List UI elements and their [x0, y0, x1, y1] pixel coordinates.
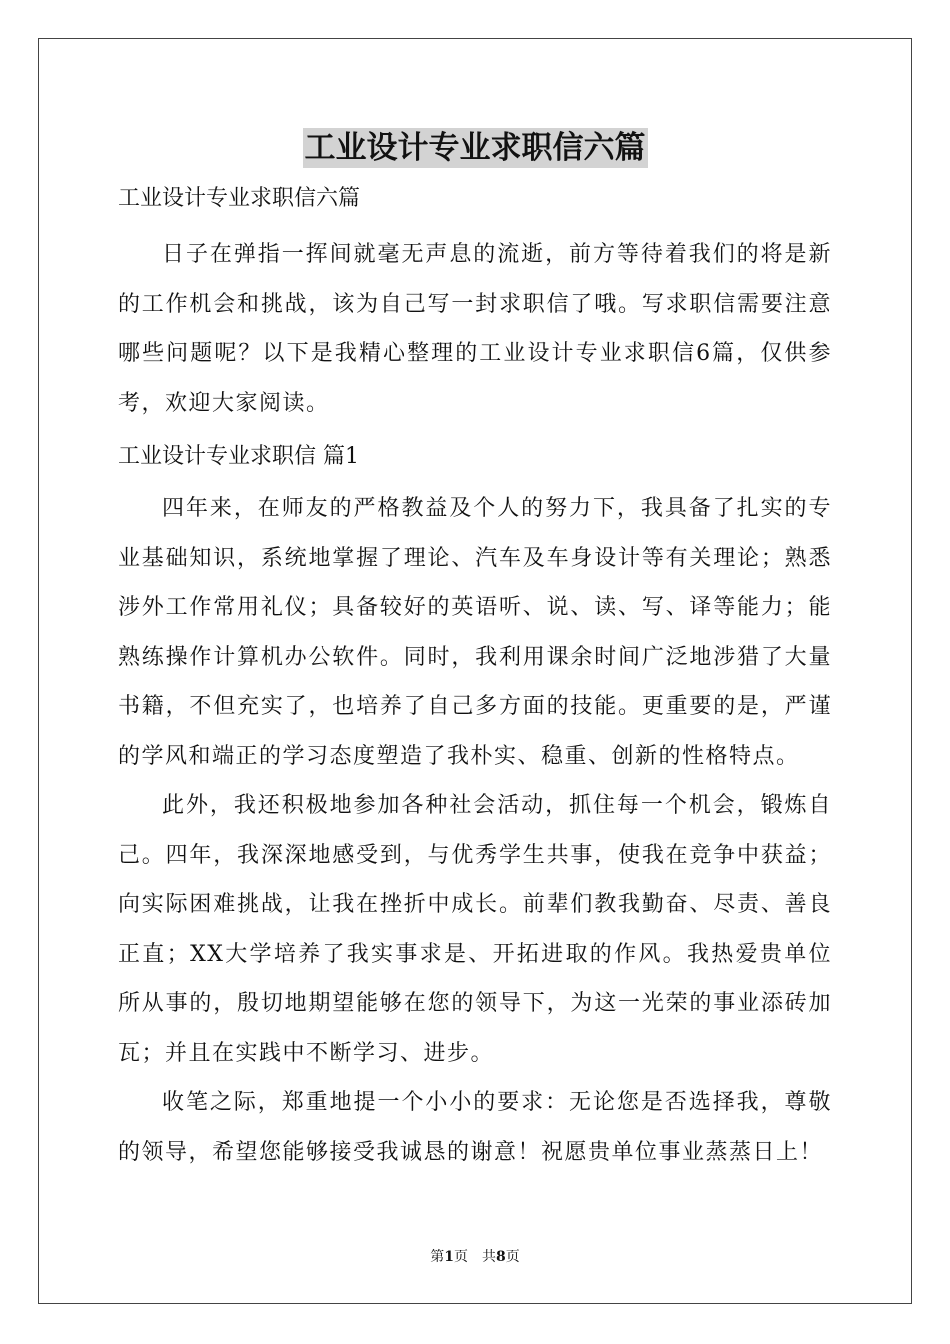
page-total: 8 — [496, 1249, 506, 1265]
document-body — [118, 180, 832, 1177]
document-title: 工业设计专业求职信六篇 — [304, 130, 646, 166]
page-current: 1 — [444, 1249, 454, 1265]
body-paragraph-3: 收笔之际，郑重地提一个小小的要求：无论您是否选择我，尊敬的领导，希望您能够接受我诚恳的谢意！祝愿贵单位事业蒸蒸日上！ — [118, 1090, 832, 1165]
page-footer — [0, 1248, 950, 1266]
page-suffix: 页 — [454, 1249, 468, 1265]
title-wrap — [0, 128, 950, 168]
body-paragraph-1: 四年来，在师友的严格教益及个人的努力下，我具备了扎实的专业基础知识，系统地掌握了理论、汽车及车身设计等有关理论；熟悉涉外工作常用礼仪；具备较好的英语听、说、读、写、译等能力；能熟练操作计算机办公软件。同时，我利用课余时间广泛地涉猎了大量书籍，不但充实了，也培养了自己多方面的技能。更重要的是，严谨的学风和端正的学习态度塑造了我朴实、稳重、创新的性格特点。 — [118, 496, 832, 769]
section-heading: 工业设计专业求职信 篇1 — [118, 444, 359, 469]
total-prefix: 共 — [482, 1249, 496, 1265]
total-suffix: 页 — [505, 1249, 520, 1265]
document-subtitle: 工业设计专业求职信六篇 — [118, 186, 361, 211]
page-prefix: 第 — [430, 1249, 445, 1265]
body-paragraph-2: 此外，我还积极地参加各种社会活动，抓住每一个机会，锻炼自己。四年，我深深地感受到，与优秀学生共事，使我在竞争中获益；向实际困难挑战，让我在挫折中成长。前辈们教我勤奋、尽责、善良正直；XX大学培养了我实事求是、开拓进取的作风。我热爱贵单位所从事的，殷切地期望能够在您的领导下，为这一光荣的事业添砖加瓦；并且在实践中不断学习、进步。 — [118, 793, 832, 1066]
intro-paragraph: 日子在弹指一挥间就毫无声息的流逝，前方等待着我们的将是新的工作机会和挑战，该为自己写一封求职信了哦。写求职信需要注意哪些问题呢？以下是我精心整理的工业设计专业求职信6篇，仅供参考，欢迎大家阅读。 — [118, 242, 832, 416]
